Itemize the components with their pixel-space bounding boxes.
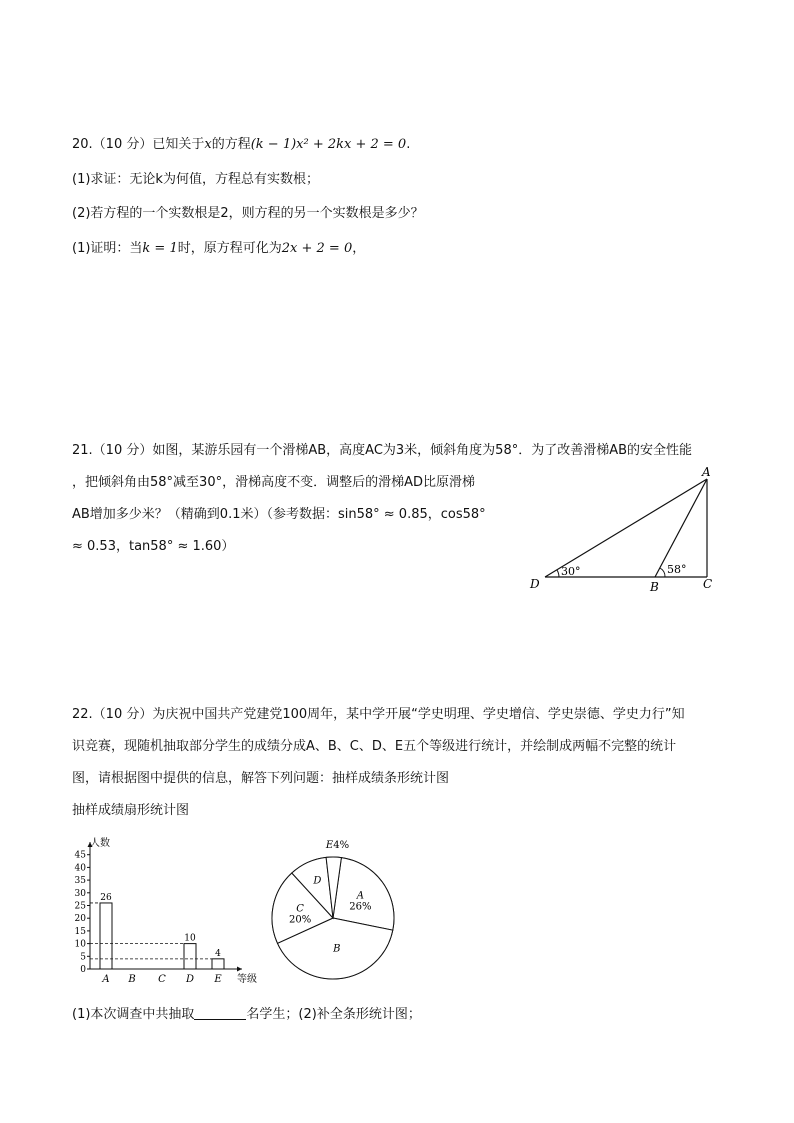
bar-ytick-label: 40 [74,863,86,874]
q20-equation: (k − 1)x² + 2kx + 2 = 0 [250,137,407,152]
bar-value-label: 10 [184,933,196,944]
q22-line1: 22.（10 分）为庆祝中国共产党建党100周年，某中学开展“学史明理、学史增信、学史崇德、学史力行”知 [72,707,685,722]
bar-D [184,944,196,969]
pie-percent-A: 26% [349,901,372,913]
bar-ylabel: 人数 [90,838,110,849]
angle-label-d: 30° [561,565,581,578]
angle-arc-b [660,568,665,577]
bar-E [212,959,224,969]
bar-chart [70,830,270,990]
q21-line3: AB增加多少米？（精确到0.1米）（参考数据：sin58° ≈ 0.85，cos58° [72,507,486,522]
q20-proof-math1: k = 1 [142,241,178,256]
pie-chart [258,836,408,986]
pie-label-B: B [333,943,341,955]
bar-ytick-label: 10 [74,939,86,950]
bar-ytick-label: 0 [80,965,86,975]
bar-category-label: B [128,974,136,985]
bar-ytick-label: 45 [74,850,86,861]
q21-line4: ≈ 0.53，tan58° ≈ 1.60） [72,539,235,554]
bar-category-label: C [158,974,166,985]
answer-blank[interactable] [194,1006,246,1020]
bar-ytick-label: 30 [74,888,86,899]
bar-x-arrow [237,967,242,972]
q20-end: . [406,137,411,152]
bar-ytick-label: 25 [74,901,86,912]
q20-part1: (1)求证：无论k为何值，方程总有实数根； [72,172,319,187]
bar-value-label: 26 [100,892,112,903]
q20-proof-end: ， [352,241,366,256]
q20-mid: 的方程 [211,137,251,152]
q20-proof-mid: 时，原方程可化为 [177,241,282,256]
pie-label-A: A [356,890,365,902]
bar-category-label: A [102,974,110,985]
q22-parts [72,1006,421,1024]
q22-part-b: 名学生；(2)补全条形统计图； [246,1007,421,1022]
q20-var-x: x [204,137,212,152]
q21-line1: 21.（10 分）如图，某游乐园有一个滑梯AB，高度AC为3米，倾斜角度为58°．为了改善滑梯AB的安全性能 [72,443,693,458]
q20-stem [72,136,410,154]
q22-line3: 图，请根据图中提供的信息，解答下列问题：抽样成绩条形统计图 [72,771,450,786]
q21-line2: ，把倾斜角由58°减至30°，滑梯高度不变．调整后的滑梯AD比原滑梯 [72,475,475,490]
label-c: C [703,577,713,591]
bar-category-label: D [185,974,195,985]
pie-label-C: C [296,903,304,915]
label-b: B [650,580,659,594]
pie-percent-C: 20% [289,914,312,926]
angle-label-b: 58° [667,563,687,576]
q22-line2: 识竞赛，现随机抽取部分学生的成绩分成A、B、C、D、E五个等级进行统计，并绘制成两幅不完整的统计 [72,739,677,754]
q20-prefix: 20.（10 分）已知关于 [72,137,205,152]
bar-xlabel: 等级 [237,974,257,985]
q20-proof-prefix: (1)证明：当 [72,241,143,256]
label-a: A [702,465,711,479]
bar-ytick-label: 35 [74,876,86,887]
bar-ytick-label: 20 [74,914,86,925]
bar-ytick-label: 15 [74,926,86,937]
q20-part2: (2)若方程的一个实数根是2，则方程的另一个实数根是多少？ [72,206,424,221]
bar-category-label: E [214,974,222,985]
label-d: D [530,577,540,591]
pie-label-D: D [313,875,322,887]
q22-part-a: (1)本次调查中共抽取 [72,1007,195,1022]
q20-proof-math2: 2x + 2 = 0 [281,241,353,256]
pie-label-E: E4% [325,840,350,852]
bar-value-label: 4 [215,948,221,959]
angle-arc-d [557,570,559,577]
slide-triangle-figure [520,462,730,598]
q20-proof [72,240,365,258]
bar-ytick-label: 5 [80,952,86,963]
q22-line4: 抽样成绩扇形统计图 [72,803,190,818]
